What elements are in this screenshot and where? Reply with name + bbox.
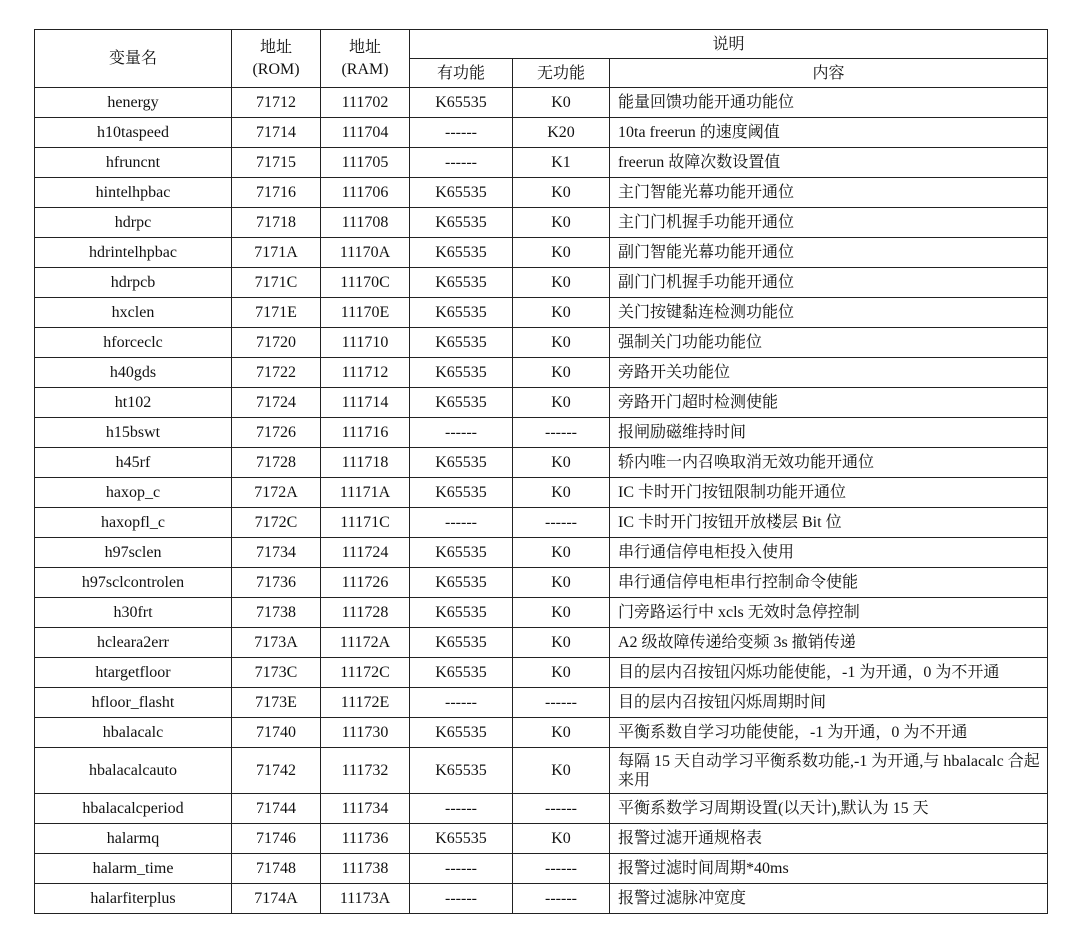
cell-address-ram: 111736 [321, 824, 410, 854]
cell-address-rom: 7173E [232, 688, 321, 718]
cell-with-function: K65535 [410, 238, 513, 268]
header-address-ram-line1: 地址 [348, 38, 381, 56]
cell-without-function: K0 [513, 824, 610, 854]
table-row [35, 118, 1048, 148]
cell-with-function: K65535 [410, 748, 513, 794]
cell-variable-name: haxop_c [35, 478, 232, 508]
cell-without-function: ------ [513, 508, 610, 538]
table-row [35, 718, 1048, 748]
cell-address-rom: 71716 [232, 178, 321, 208]
cell-without-function: K0 [513, 598, 610, 628]
cell-variable-name: halarmq [35, 824, 232, 854]
cell-description: 关门按键黏连检测功能位 [610, 298, 1048, 328]
cell-variable-name: hbalacalcauto [35, 748, 232, 794]
cell-description: 平衡系数学习周期设置(以天计),默认为 15 天 [610, 794, 1048, 824]
table-row [35, 884, 1048, 914]
table-row [35, 568, 1048, 598]
cell-variable-name: h45rf [35, 448, 232, 478]
cell-address-ram: 111724 [321, 538, 410, 568]
cell-address-ram: 111734 [321, 794, 410, 824]
cell-address-rom: 71746 [232, 824, 321, 854]
table-row [35, 268, 1048, 298]
cell-address-ram: 111728 [321, 598, 410, 628]
cell-variable-name: haxopfl_c [35, 508, 232, 538]
cell-address-ram: 11172E [321, 688, 410, 718]
cell-description: 报警过滤脉冲宽度 [610, 884, 1048, 914]
cell-description: 主门智能光幕功能开通位 [610, 178, 1048, 208]
table-row [35, 238, 1048, 268]
cell-address-ram: 11172A [321, 628, 410, 658]
cell-without-function: K0 [513, 718, 610, 748]
cell-with-function: K65535 [410, 824, 513, 854]
cell-address-rom: 71744 [232, 794, 321, 824]
cell-variable-name: ht102 [35, 388, 232, 418]
cell-description: 目的层内召按钮闪烁功能使能，-1 为开通，0 为不开通 [610, 658, 1048, 688]
cell-variable-name: hdrintelhpbac [35, 238, 232, 268]
parameter-table [34, 29, 1048, 914]
table-row [35, 448, 1048, 478]
cell-without-function: K0 [513, 358, 610, 388]
cell-without-function: K0 [513, 88, 610, 118]
cell-description: 强制关门功能功能位 [610, 328, 1048, 358]
cell-description: 10ta freerun 的速度阈值 [610, 118, 1048, 148]
cell-with-function: K65535 [410, 178, 513, 208]
cell-address-ram: 11171C [321, 508, 410, 538]
header-explanation: 说明 [410, 30, 1048, 59]
cell-with-function: K65535 [410, 538, 513, 568]
table-row [35, 794, 1048, 824]
cell-without-function: K0 [513, 568, 610, 598]
cell-address-rom: 7172C [232, 508, 321, 538]
cell-variable-name: hintelhpbac [35, 178, 232, 208]
cell-address-ram: 11170C [321, 268, 410, 298]
table-body [35, 88, 1048, 914]
table-row [35, 178, 1048, 208]
cell-without-function: K0 [513, 208, 610, 238]
cell-without-function: ------ [513, 884, 610, 914]
cell-without-function: ------ [513, 688, 610, 718]
table-row [35, 298, 1048, 328]
cell-variable-name: hdrpcb [35, 268, 232, 298]
cell-address-ram: 111714 [321, 388, 410, 418]
table-row [35, 748, 1048, 794]
header-address-rom-line2: (ROM) [252, 60, 300, 78]
cell-address-ram: 11170A [321, 238, 410, 268]
cell-with-function: ------ [410, 884, 513, 914]
cell-without-function: ------ [513, 854, 610, 884]
table-row [35, 418, 1048, 448]
cell-address-rom: 71736 [232, 568, 321, 598]
table-row [35, 688, 1048, 718]
cell-address-rom: 71726 [232, 418, 321, 448]
cell-with-function: K65535 [410, 628, 513, 658]
cell-address-ram: 11172C [321, 658, 410, 688]
table-row [35, 538, 1048, 568]
cell-with-function: K65535 [410, 208, 513, 238]
cell-address-ram: 111706 [321, 178, 410, 208]
cell-variable-name: h10taspeed [35, 118, 232, 148]
cell-address-ram: 11171A [321, 478, 410, 508]
table-row [35, 478, 1048, 508]
cell-with-function: K65535 [410, 568, 513, 598]
table-row [35, 854, 1048, 884]
cell-without-function: K0 [513, 178, 610, 208]
cell-with-function: K65535 [410, 88, 513, 118]
cell-address-ram: 111702 [321, 88, 410, 118]
cell-without-function: K0 [513, 538, 610, 568]
cell-description: 串行通信停电柜投入使用 [610, 538, 1048, 568]
cell-address-rom: 71742 [232, 748, 321, 794]
cell-variable-name: hforceclc [35, 328, 232, 358]
cell-address-ram: 111718 [321, 448, 410, 478]
cell-address-rom: 7173A [232, 628, 321, 658]
cell-without-function: K0 [513, 238, 610, 268]
cell-address-rom: 7171A [232, 238, 321, 268]
cell-description: 报警过滤时间周期*40ms [610, 854, 1048, 884]
cell-variable-name: h15bswt [35, 418, 232, 448]
cell-address-rom: 7171C [232, 268, 321, 298]
cell-without-function: K0 [513, 298, 610, 328]
cell-with-function: ------ [410, 148, 513, 178]
cell-description: 旁路开关功能位 [610, 358, 1048, 388]
header-row-1 [35, 30, 1048, 59]
table-row [35, 508, 1048, 538]
cell-description: 副门智能光幕功能开通位 [610, 238, 1048, 268]
cell-without-function: K20 [513, 118, 610, 148]
cell-with-function: K65535 [410, 298, 513, 328]
cell-variable-name: h97sclen [35, 538, 232, 568]
cell-with-function: K65535 [410, 448, 513, 478]
cell-with-function: K65535 [410, 268, 513, 298]
table-row [35, 388, 1048, 418]
cell-with-function: ------ [410, 794, 513, 824]
cell-description: 旁路开门超时检测使能 [610, 388, 1048, 418]
cell-address-rom: 7172A [232, 478, 321, 508]
cell-without-function: K1 [513, 148, 610, 178]
cell-description: 串行通信停电柜串行控制命令使能 [610, 568, 1048, 598]
cell-address-rom: 71728 [232, 448, 321, 478]
cell-description: A2 级故障传递给变频 3s 撤销传递 [610, 628, 1048, 658]
cell-with-function: K65535 [410, 358, 513, 388]
cell-variable-name: hbalacalcperiod [35, 794, 232, 824]
cell-without-function: K0 [513, 328, 610, 358]
cell-address-rom: 7171E [232, 298, 321, 328]
header-content: 内容 [610, 59, 1048, 88]
cell-address-ram: 111705 [321, 148, 410, 178]
cell-variable-name: hcleara2err [35, 628, 232, 658]
cell-address-rom: 71734 [232, 538, 321, 568]
cell-address-rom: 71718 [232, 208, 321, 238]
cell-address-rom: 7174A [232, 884, 321, 914]
cell-variable-name: hxclen [35, 298, 232, 328]
cell-variable-name: h40gds [35, 358, 232, 388]
table-row [35, 358, 1048, 388]
cell-address-ram: 111712 [321, 358, 410, 388]
cell-address-ram: 111730 [321, 718, 410, 748]
cell-description: IC 卡时开门按钮限制功能开通位 [610, 478, 1048, 508]
cell-without-function: K0 [513, 388, 610, 418]
header-address-rom [232, 30, 321, 88]
header-address-ram [321, 30, 410, 88]
cell-address-ram: 111732 [321, 748, 410, 794]
cell-address-ram: 111704 [321, 118, 410, 148]
cell-without-function: K0 [513, 478, 610, 508]
table-row [35, 208, 1048, 238]
cell-with-function: ------ [410, 418, 513, 448]
cell-variable-name: hdrpc [35, 208, 232, 238]
cell-description: 平衡系数自学习功能使能，-1 为开通，0 为不开通 [610, 718, 1048, 748]
header-without-function: 无功能 [513, 59, 610, 88]
cell-address-ram: 111708 [321, 208, 410, 238]
cell-address-rom: 7173C [232, 658, 321, 688]
cell-description: 门旁路运行中 xcls 无效时急停控制 [610, 598, 1048, 628]
cell-with-function: K65535 [410, 718, 513, 748]
table-row [35, 148, 1048, 178]
cell-variable-name: henergy [35, 88, 232, 118]
cell-with-function: ------ [410, 854, 513, 884]
cell-address-rom: 71722 [232, 358, 321, 388]
cell-with-function: K65535 [410, 598, 513, 628]
cell-address-ram: 11170E [321, 298, 410, 328]
header-var-name: 变量名 [35, 30, 232, 88]
cell-without-function: ------ [513, 794, 610, 824]
cell-description: 轿内唯一内召唤取消无效功能开通位 [610, 448, 1048, 478]
cell-description: 报警过滤开通规格表 [610, 824, 1048, 854]
cell-variable-name: htargetfloor [35, 658, 232, 688]
cell-with-function: ------ [410, 118, 513, 148]
table-row [35, 88, 1048, 118]
cell-description: 目的层内召按钮闪烁周期时间 [610, 688, 1048, 718]
table-row [35, 598, 1048, 628]
table-row [35, 328, 1048, 358]
cell-without-function: K0 [513, 658, 610, 688]
cell-variable-name: halarm_time [35, 854, 232, 884]
cell-variable-name: hfloor_flasht [35, 688, 232, 718]
cell-address-ram: 111716 [321, 418, 410, 448]
cell-with-function: K65535 [410, 328, 513, 358]
cell-address-ram: 111726 [321, 568, 410, 598]
cell-without-function: K0 [513, 268, 610, 298]
header-with-function: 有功能 [410, 59, 513, 88]
cell-description: 报闸励磁维持时间 [610, 418, 1048, 448]
cell-variable-name: h30frt [35, 598, 232, 628]
cell-address-rom: 71740 [232, 718, 321, 748]
cell-address-ram: 111738 [321, 854, 410, 884]
cell-address-ram: 111710 [321, 328, 410, 358]
cell-address-rom: 71720 [232, 328, 321, 358]
cell-description: 能量回馈功能开通功能位 [610, 88, 1048, 118]
cell-with-function: ------ [410, 508, 513, 538]
cell-address-rom: 71715 [232, 148, 321, 178]
cell-address-rom: 71712 [232, 88, 321, 118]
cell-address-ram: 11173A [321, 884, 410, 914]
cell-address-rom: 71714 [232, 118, 321, 148]
cell-with-function: K65535 [410, 478, 513, 508]
cell-with-function: K65535 [410, 658, 513, 688]
header-address-rom-line1: 地址 [259, 38, 292, 56]
cell-address-rom: 71748 [232, 854, 321, 884]
cell-variable-name: halarfiterplus [35, 884, 232, 914]
cell-without-function: K0 [513, 448, 610, 478]
cell-description: 每隔 15 天自动学习平衡系数功能,-1 为开通,与 hbalacalc 合起来用 [610, 748, 1048, 794]
cell-description: freerun 故障次数设置值 [610, 148, 1048, 178]
cell-with-function: K65535 [410, 388, 513, 418]
cell-variable-name: hbalacalc [35, 718, 232, 748]
cell-variable-name: hfruncnt [35, 148, 232, 178]
cell-with-function: ------ [410, 688, 513, 718]
cell-description: 副门门机握手功能开通位 [610, 268, 1048, 298]
cell-variable-name: h97sclcontrolen [35, 568, 232, 598]
cell-without-function: K0 [513, 748, 610, 794]
cell-without-function: K0 [513, 628, 610, 658]
cell-description: 主门门机握手功能开通位 [610, 208, 1048, 238]
cell-description: IC 卡时开门按钮开放楼层 Bit 位 [610, 508, 1048, 538]
parameter-table-container [34, 29, 1048, 914]
cell-address-rom: 71738 [232, 598, 321, 628]
cell-address-rom: 71724 [232, 388, 321, 418]
header-address-ram-line2: (RAM) [341, 60, 389, 78]
table-row [35, 824, 1048, 854]
table-row [35, 628, 1048, 658]
table-row [35, 658, 1048, 688]
cell-without-function: ------ [513, 418, 610, 448]
